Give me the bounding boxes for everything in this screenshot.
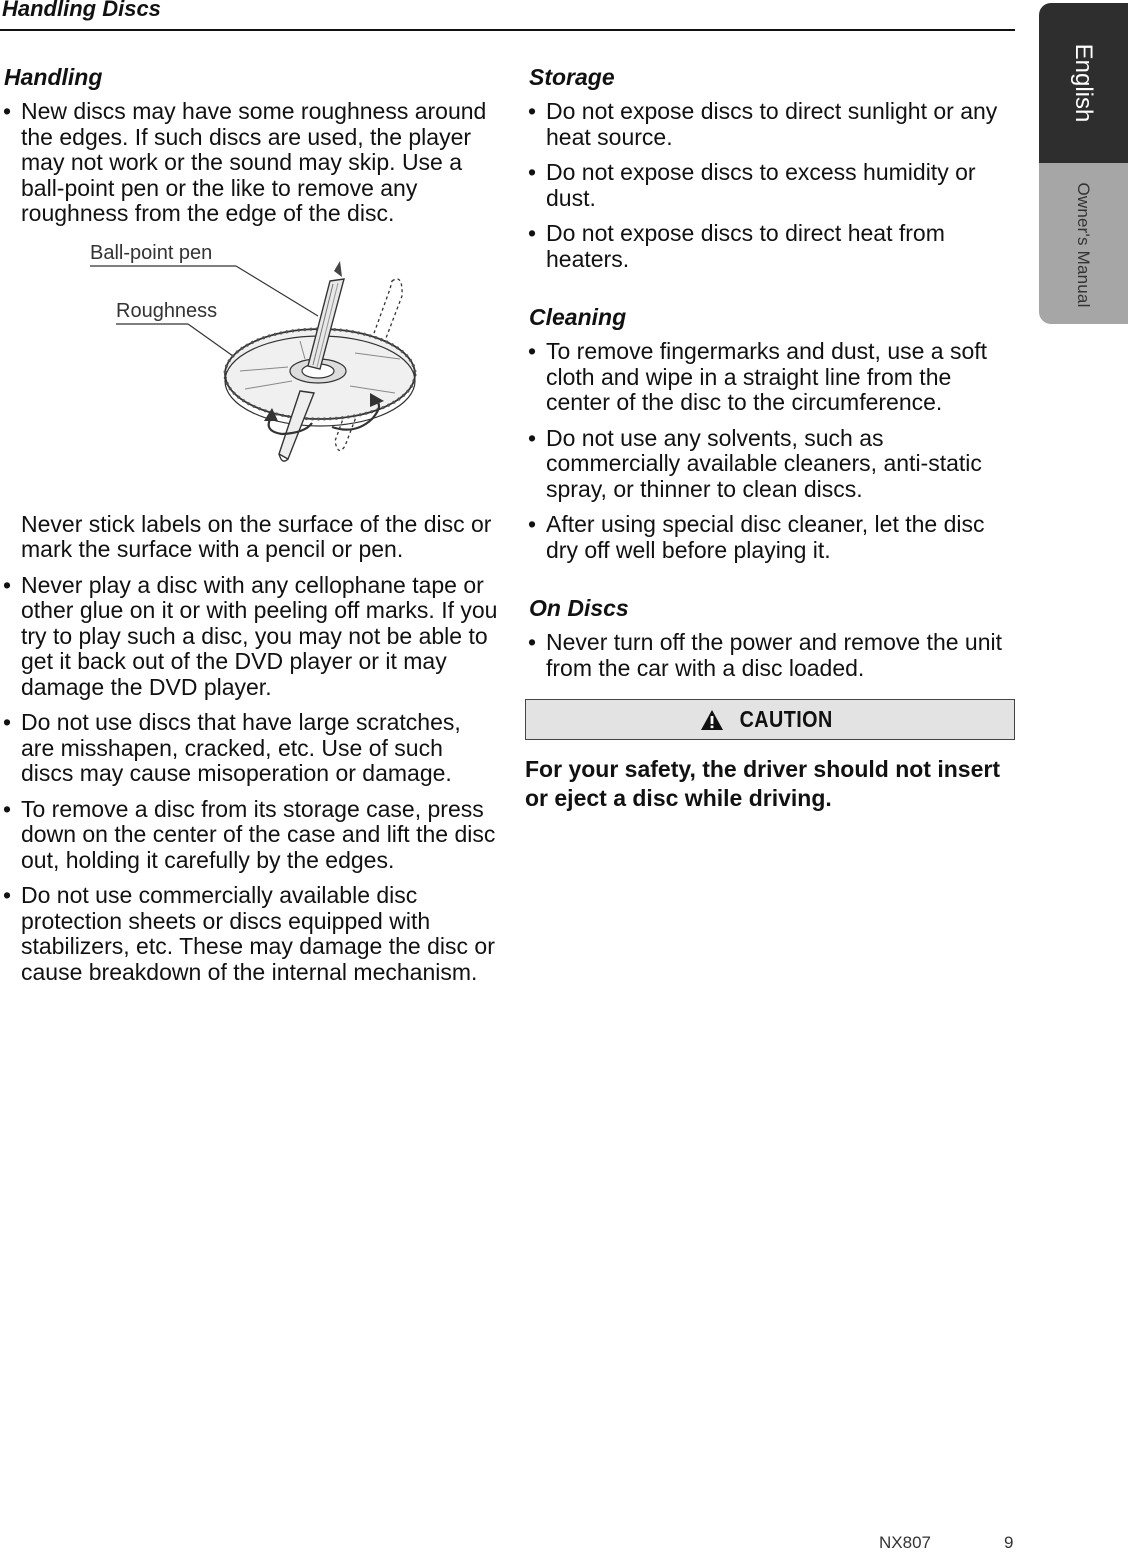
manual-label: Owner's Manual — [1074, 182, 1093, 308]
page-number: 9 — [1004, 1533, 1014, 1552]
footer-model: NX807 — [879, 1533, 931, 1552]
section-title-on-discs: On Discs — [529, 595, 629, 621]
list-item: • Do not use commercially available disc protection sheets or discs equipped with stabilizers, etc. These may damage the disc or cause breakdown of the internal mechanism. — [0, 883, 500, 985]
list-item: • New discs may have some roughness around the edges. If such discs are used, the player may not work or the sound may skip. Use a ball-point pen or the like to remove any roughness from the edge of the disc. — [0, 99, 500, 227]
handling-bullets-top — [0, 99, 500, 227]
page-title: Handling Discs — [2, 0, 161, 21]
list-item: • To remove fingermarks and dust, use a soft cloth and wipe in a straight line from the center of the disc to the circumference. — [525, 339, 1015, 416]
figure-label-roughness: Roughness — [116, 299, 218, 322]
handling-note: Never stick labels on the surface of the disc or mark the surface with a pencil or pen. — [21, 510, 492, 562]
section-title-cleaning: Cleaning — [529, 304, 627, 330]
section-title-handling: Handling — [4, 64, 103, 90]
disc-illustration — [0, 241, 480, 491]
page-header — [0, 0, 1015, 31]
on-discs-bullets — [525, 630, 1015, 681]
warning-triangle-icon — [700, 709, 724, 731]
handling-bullets — [0, 573, 500, 986]
section-title-storage: Storage — [529, 64, 615, 90]
list-item: • Do not use discs that have large scratches, are misshapen, cracked, etc. Use of such discs may cause misoperation or damage. — [0, 710, 500, 787]
list-item: • Do not expose discs to direct heat from heaters. — [525, 221, 1015, 272]
caution-text: For your safety, the driver should not insert or eject a disc while driving. — [525, 756, 1000, 811]
caution-banner — [525, 699, 1015, 740]
caution-label: CAUTION — [739, 705, 833, 732]
right-column — [525, 62, 1015, 813]
language-label: English — [1070, 43, 1097, 123]
list-item: • Do not expose discs to direct sunlight or any heat source. — [525, 99, 1015, 150]
disc-roughness-figure — [0, 241, 480, 491]
left-column — [0, 62, 500, 995]
list-item: • To remove a disc from its storage case, press down on the center of the case and lift the disc out, holding it carefully by the edges. — [0, 797, 500, 874]
list-item: • Do not expose discs to excess humidity or dust. — [525, 160, 1015, 211]
figure-label-pen: Ball-point pen — [90, 241, 213, 264]
list-item: • After using special disc cleaner, let the disc dry off well before playing it. — [525, 512, 1015, 563]
storage-bullets — [525, 99, 1015, 272]
list-item: • Never turn off the power and remove the unit from the car with a disc loaded. — [525, 630, 1015, 681]
list-item: • Do not use any solvents, such as commercially available cleaners, anti-static spray, or thinner to clean discs. — [525, 426, 1015, 503]
manual-tab — [1039, 163, 1128, 324]
cleaning-bullets — [525, 339, 1015, 563]
language-tab — [1039, 3, 1128, 163]
list-item: • Never play a disc with any cellophane tape or other glue on it or with peeling off marks. If you try to play such a disc, you may not be able to get it back out of the DVD player or it may damage the DVD player. — [0, 573, 500, 701]
side-tab — [1039, 3, 1128, 324]
